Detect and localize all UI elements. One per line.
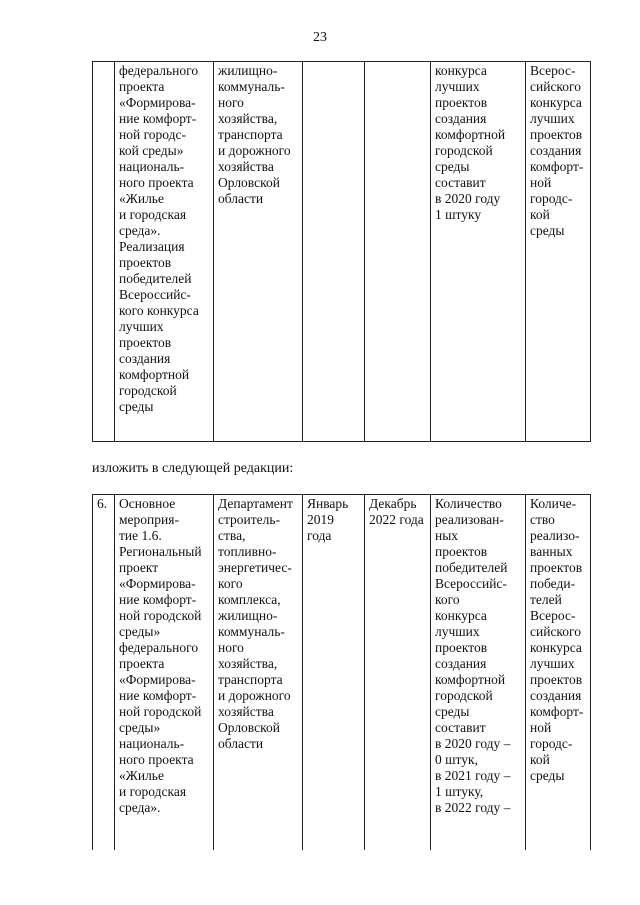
activity-cell: федерального проекта «Формирова- ние комфорт- ной городс- кой среды» националь- ного проекта «Жилье и городская среда». Реализация проектов победителей Всероссийс- кого конкурса лучших проектов создания комфортной городской среды — [115, 62, 214, 442]
start-date-cell: Январь 2019 года — [303, 495, 365, 851]
expected-result-cell: Количество реализован- ных проектов победителей Всероссийс- кого конкурса лучших проектов создания комфортной городской среды составит в 2020 году – 0 штук, в 2021 году – 1 штуку, в 2022 году – — [431, 495, 526, 851]
amendment-instruction: изложить в следующей редакции: — [92, 461, 294, 476]
number-cell — [93, 62, 115, 442]
indicator-cell: Всерос- сийского конкурса лучших проектов создания комфорт- ной городс- кой среды — [526, 62, 591, 442]
end-date-cell: Декабрь 2022 года — [365, 495, 431, 851]
page-number: 23 — [313, 30, 327, 45]
indicator-cell: Количе- ство реализо- ванных проектов победи- телей Всерос- сийского конкурса лучших проектов создания комфорт- ной городс- кой среды — [526, 495, 591, 851]
executor-cell: жилищно- коммуналь- ного хозяйства, транспорта и дорожного хозяйства Орловской области — [214, 62, 303, 442]
program-table-continuation — [92, 61, 591, 442]
expected-result-cell: конкурса лучших проектов создания комфортной городской среды составит в 2020 году 1 штуку — [431, 62, 526, 442]
program-table-new-edition — [92, 494, 591, 850]
start-date-cell — [303, 62, 365, 442]
table-row — [93, 62, 591, 442]
number-cell: 6. — [93, 495, 115, 851]
table-row — [93, 495, 591, 851]
end-date-cell — [365, 62, 431, 442]
activity-cell: Основное мероприя- тие 1.6. Региональный проект «Формирова- ние комфорт- ной городской среды» федерального проекта «Формирова- ние комфорт- ной городской среды» националь- ного проекта «Жилье и городская среда». — [115, 495, 214, 851]
executor-cell: Департамент строитель- ства, топливно- энергетичес- кого комплекса, жилищно- коммуналь- ного хозяйства, транспорта и дорожного хозяйства Орловской области — [214, 495, 303, 851]
